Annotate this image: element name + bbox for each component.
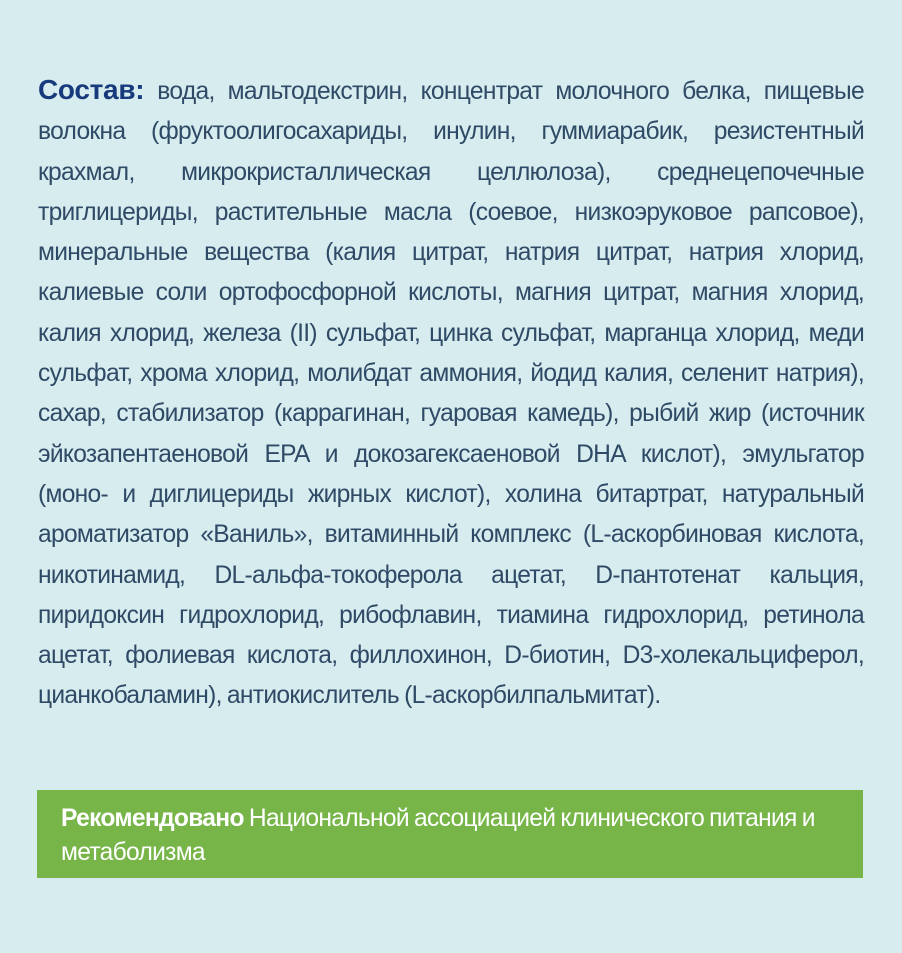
recommendation-bold: Рекомендовано bbox=[61, 805, 244, 832]
recommendation-text: Национальной ассоциацией клинического питания и метаболизма bbox=[61, 805, 815, 866]
composition-text: вода, мальтодекстрин, концентрат молочного белка, пищевые волокна (фруктоолигосахариды, инулин, гуммиарабик, резистентный крахмал, микрокристаллическая целлюлоза), среднецепочечные триглицериды, растительные масла (соевое, низкоэруковое рапсовое), минеральные вещества (калия цитрат, натрия цитрат, натрия хлорид, калиевые соли ортофосфорной кислоты, магния цитрат, магния хлорид, калия хлорид, железа (II) сульфат, цинка сульфат, марганца хлорид, меди сульфат, хрома хлорид, молибдат аммония, йодид калия, селенит натрия), сахар, стабилизатор (каррагинан, гуаровая камедь), рыбий жир (источник эйкозапентаеновой EPA и докозагексаеновой DHA кислот), эмульгатор (моно- и диглицериды жирных кислот), холина битартрат, натуральный ароматизатор «Ваниль», витаминный комплекс (L-аскорбиновая кислота, никотинамид, DL-альфа-токоферола ацетат, D-пантотенат кальция, пиридоксин гидрохлорид, рибофлавин, тиамина гидрохлорид, ретинола ацетат, фолиевая кислота, филлохинон, D-биотин, D3-холекальциферол, цианкобаламин), антиокислитель (L-аскорбилпальмитат). bbox=[38, 78, 864, 710]
composition-label: Состав: bbox=[38, 74, 145, 105]
composition-paragraph bbox=[38, 70, 864, 717]
recommendation-banner bbox=[37, 790, 863, 878]
